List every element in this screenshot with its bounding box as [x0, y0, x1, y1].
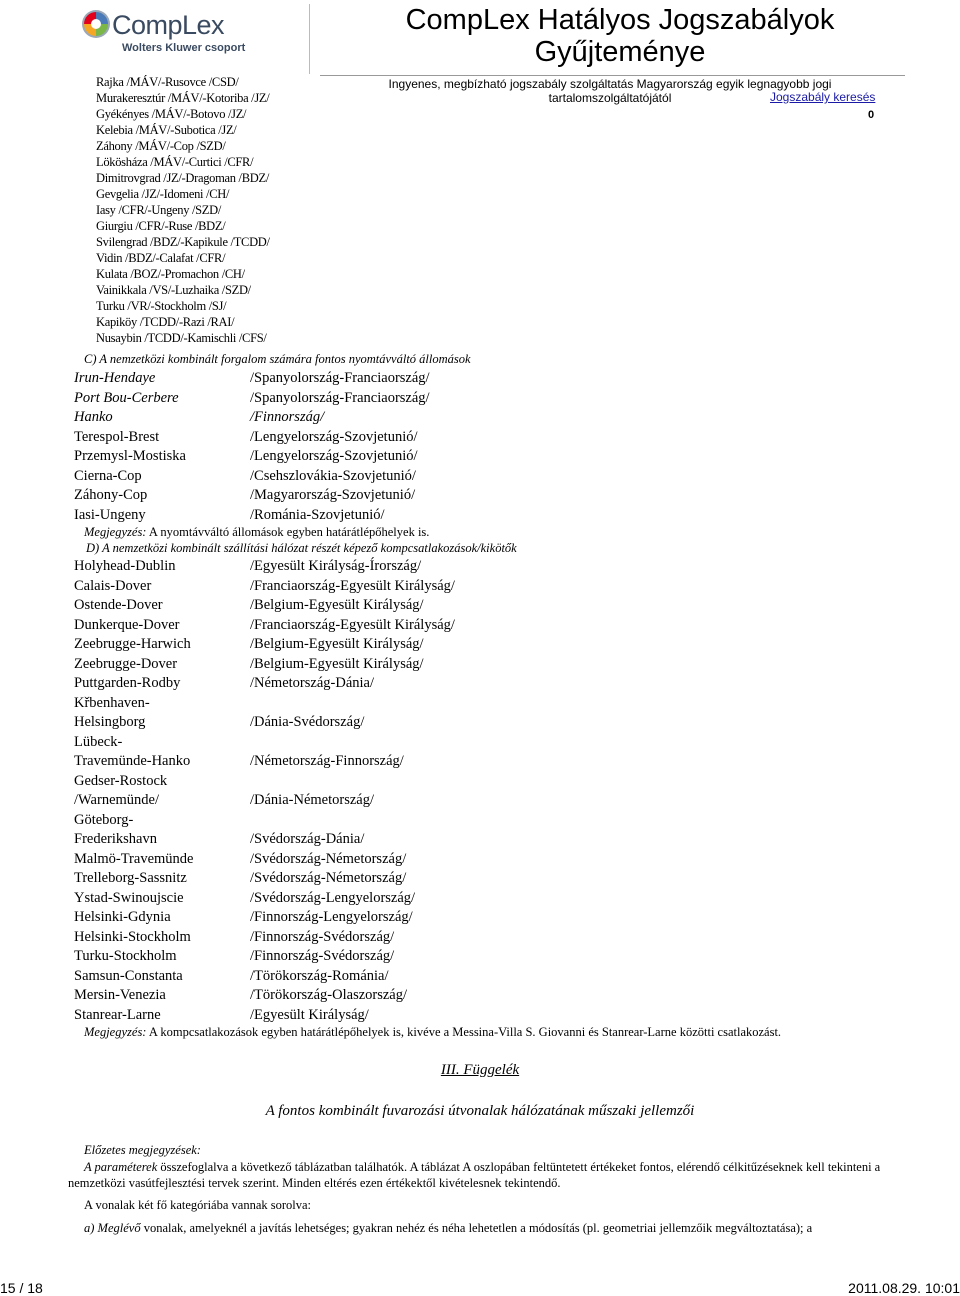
table-row: Záhony-Cop /Magyarország-Szovjetunió/: [74, 487, 416, 503]
table-row: Helsinki-Stockholm /Finnország-Svédország/: [74, 928, 395, 945]
list-item: Kelebia /MÁV/-Subotica /JZ/: [96, 123, 237, 137]
gauge-change-table: [74, 369, 430, 525]
logo-text: CompLex: [112, 10, 225, 40]
border-crossing-list: [96, 74, 270, 346]
list-item: Dimitrovgrad /JZ/-Dragoman /BDZ/: [96, 171, 270, 185]
table-row: Helsinki-Gdynia /Finnország-Lengyelország/: [74, 909, 413, 925]
list-item: Giurgiu /CFR/-Ruse /BDZ/: [96, 219, 226, 233]
page-number: 15 / 18: [0, 1280, 43, 1296]
table-row: Port Bou-Cerbere /Spanyolország-Franciaország/: [74, 389, 430, 406]
table-row: Ostende-Dover /Belgium-Egyesült Királyság/: [74, 597, 424, 613]
table-row: Calais-Dover /Franciaország-Egyesült Királyság/: [74, 577, 455, 594]
table-row: Zeebrugge-Dover /Belgium-Egyesült Királyság/: [74, 655, 424, 672]
table-row: Terespol-Brest /Lengyelország-Szovjetunió/: [74, 428, 418, 445]
list-item: Rajka /MÁV/-Rusovce /CSD/: [96, 75, 239, 89]
list-item: Vidin /BDZ/-Calafat /CFR/: [96, 251, 226, 265]
list-item: Gyékényes /MÁV/-Botovo /JZ/: [96, 107, 247, 121]
list-item: Vainikkala /VS/-Luzhaika /SZD/: [96, 283, 251, 297]
table-row: Frederikshavn /Svédország-Dánia/: [74, 831, 365, 847]
table-row: Iasi-Ungeny /Románia-Szovjetunió/: [74, 506, 385, 523]
list-item: Kulata /BOZ/-Promachon /CH/: [96, 267, 245, 281]
table-row: /Warnemünde/ /Dánia-Németország/: [74, 792, 375, 808]
table-row: Przemysl-Mostiska /Lengyelország-Szovjetunió/: [74, 448, 418, 464]
search-link[interactable]: Jogszabály keresés: [770, 90, 876, 104]
title-underline: [320, 75, 905, 76]
appendix-subtitle: A fontos kombinált fuvarozási útvonalak hálózatának műszaki jellemzői: [265, 1103, 695, 1119]
table-row: Gedser-Rostock: [74, 772, 168, 789]
table-row: Cierna-Cop /Csehszlovákia-Szovjetunió/: [74, 467, 416, 484]
table-row: Lübeck-: [74, 733, 123, 750]
table-row: Holyhead-Dublin /Egyesült Királyság-Írország/: [74, 558, 422, 574]
table-row: Zeebrugge-Harwich /Belgium-Egyesült Királyság/: [74, 636, 424, 652]
table-row: Trelleborg-Sassnitz /Svédország-Németország/: [74, 870, 407, 886]
section-d-heading: D) A nemzetközi kombinált szállítási hálózat részét képező kompcsatlakozások/kikötők: [86, 541, 517, 555]
tagline: Ingyenes, megbízható jogszabály szolgáltatás Magyarország egyik legnagyobb jogi tartalomszolgáltatójától: [388, 77, 832, 105]
table-row: Křbenhaven-: [74, 694, 150, 711]
paragraph: a) Meglévő vonalak, amelyeknél a javítás lehetséges; gyakran nehéz és néha lehetetlen a módosítás (pl. geometriai jellemzőik megváltoztatása); a: [84, 1221, 813, 1235]
list-item: Turku /VR/-Stockholm /SJ/: [96, 299, 227, 313]
prelim-label: Előzetes megjegyzések:: [84, 1143, 201, 1157]
table-row: Malmö-Travemünde /Svédország-Németország/: [74, 850, 407, 867]
list-item: Murakeresztúr /MÁV/-Kotoriba /JZ/: [96, 91, 270, 105]
table-row: Mersin-Venezia /Törökország-Olaszország/: [74, 987, 408, 1003]
list-item: Nusaybin /TCDD/-Kamischli /CFS/: [96, 331, 267, 345]
list-item: Iasy /CFR/-Ungeny /SZD/: [96, 203, 222, 217]
list-item: Lökösháza /MÁV/-Curtici /CFR/: [96, 155, 254, 169]
section-c-note: Megjegyzés: A nyomtávváltó állomások egyben határátlépőhelyek is.: [84, 525, 430, 539]
header-divider: [309, 4, 310, 74]
ferry-table: [74, 557, 455, 1025]
table-row: Ystad-Swinoujscie /Svédország-Lengyelország/: [74, 889, 416, 906]
table-row: Irun-Hendaye /Spanyolország-Franciaország/: [74, 370, 430, 386]
section-c-heading: C) A nemzetközi kombinált forgalom számára fontos nyomtávváltó állomások: [84, 352, 471, 366]
appendix-title: III. Függelék: [440, 1062, 520, 1078]
counter: 0: [868, 109, 875, 121]
table-row: Helsingborg /Dánia-Svédország/: [74, 714, 365, 730]
list-item: Záhony /MÁV/-Cop /SZD/: [96, 139, 226, 153]
paragraph: A paraméterek összefoglalva a következő táblázatban találhatók. A táblázat A oszlopában feltüntetett értékeket fontos, elérendő célkitűzéseknek kell tekinteni a nemzetközi vasútfejlesztési tervek szerint. Minden eltérés ezen értékektől kivételesnek tekintendő.: [68, 1160, 881, 1190]
section-d-note: Megjegyzés: A kompcsatlakozások egyben határátlépőhelyek is, kivéve a Messina-Villa S. Giovanni és Stanrear-Larne közötti csatlakozást.: [84, 1025, 782, 1039]
page-title: CompLex Hatályos Jogszabályok Gyűjteménye: [405, 4, 835, 68]
table-row: Turku-Stockholm /Finnország-Svédország/: [74, 948, 395, 964]
table-row: Puttgarden-Rodby /Németország-Dánia/: [74, 675, 375, 691]
paragraph: A vonalak két fő kategóriába vannak sorolva:: [84, 1198, 312, 1212]
table-row: Hanko /Finnország/: [74, 409, 325, 425]
print-datetime: 2011.08.29. 10:01: [848, 1280, 960, 1296]
list-item: Kapiköy /TCDD/-Razi /RAI/: [96, 315, 235, 329]
table-row: Samsun-Constanta /Törökország-Románia/: [74, 967, 389, 984]
list-item: Gevgelia /JZ/-Idomeni /CH/: [96, 187, 230, 201]
table-row: Dunkerque-Dover /Franciaország-Egyesült Királyság/: [74, 616, 455, 633]
table-row: Travemünde-Hanko /Németország-Finnország/: [74, 753, 404, 769]
table-row: Stanrear-Larne /Egyesült Királyság/: [74, 1006, 369, 1023]
list-item: Svilengrad /BDZ/-Kapikule /TCDD/: [96, 235, 270, 249]
table-row: Göteborg-: [74, 811, 134, 828]
logo-subtitle: Wolters Kluwer csoport: [122, 42, 246, 54]
